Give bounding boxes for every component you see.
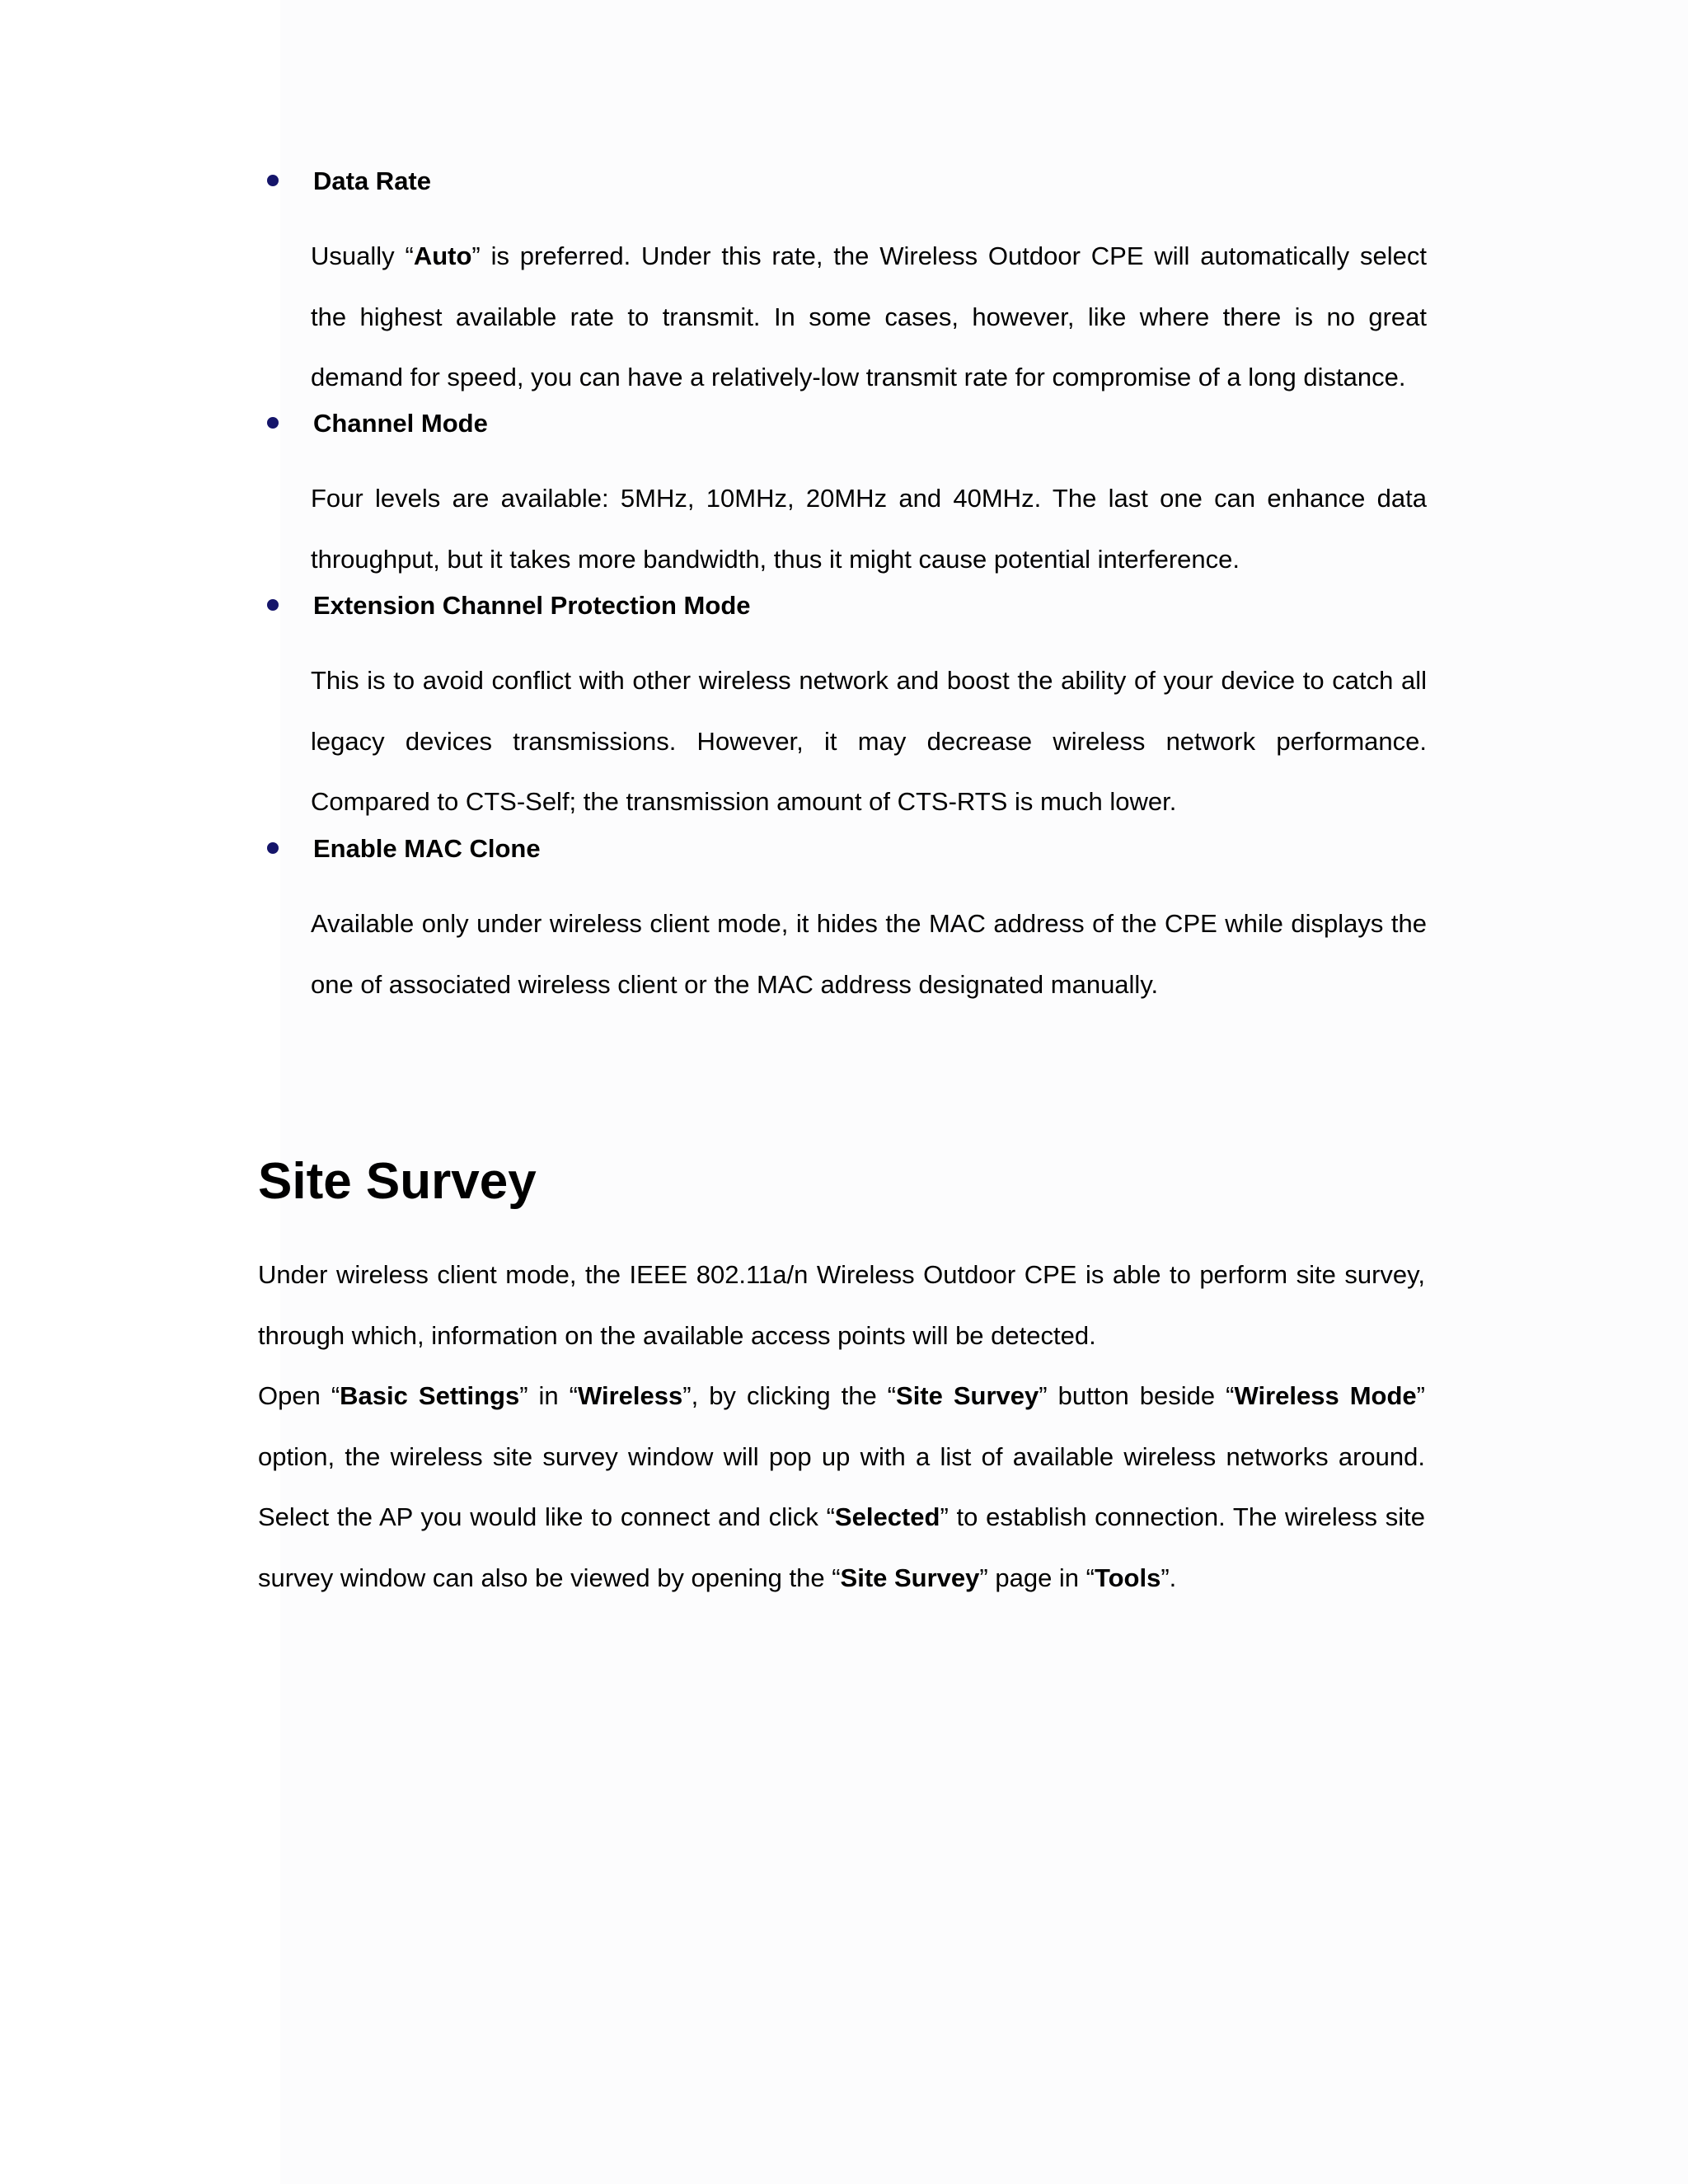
bullet-description	[311, 650, 1427, 832]
bullet-title: Channel Mode	[313, 409, 488, 438]
text-line: Four levels are available: 5MHz, 10MHz, 20MHz and 40MHz. The last one can enhance data	[311, 484, 1427, 513]
text-line: the highest available rate to transmit. In some cases, however, like where there is no great	[311, 302, 1427, 331]
text-line: through which, information on the available access points will be detected.	[258, 1320, 1096, 1350]
bullet-dot-icon	[267, 417, 279, 429]
text-line: Available only under wireless client mode, it hides the MAC address of the CPE while displays the	[311, 909, 1427, 938]
text-line: throughput, but it takes more bandwidth, thus it might cause potential interference.	[311, 544, 1240, 574]
text-line: demand for speed, you can have a relatively-low transmit rate for compromise of a long distance.	[311, 363, 1406, 391]
bold-term: Site Survey	[896, 1381, 1039, 1410]
bullet-title: Data Rate	[313, 166, 431, 195]
text-line: option, the wireless site survey window will pop up with a list of available wireless networks around.	[258, 1441, 1425, 1471]
bold-term: Tools	[1094, 1563, 1161, 1592]
bold-term: Wireless	[578, 1381, 683, 1410]
text-line: Usually “Auto” is preferred. Under this rate, the Wireless Outdoor CPE will automatically select	[311, 241, 1427, 270]
bold-term: Site Survey	[840, 1563, 980, 1592]
text-line: This is to avoid conflict with other wireless network and boost the ability of your device to catch all	[311, 666, 1427, 695]
bullet-description	[311, 468, 1427, 589]
bullet-title: Enable MAC Clone	[313, 834, 541, 863]
text-line: Under wireless client mode, the IEEE 802.11a/n Wireless Outdoor CPE is able to perform site survey,	[258, 1260, 1425, 1289]
bold-term: Selected	[834, 1502, 940, 1531]
section-paragraph	[258, 1244, 1425, 1366]
bullet-dot-icon	[267, 599, 279, 611]
bullet-dot-icon	[267, 842, 279, 854]
bullet-dot-icon	[267, 175, 279, 186]
bullet-title: Extension Channel Protection Mode	[313, 591, 751, 620]
text-line: Select the AP you would like to connect and click “Selected” to establish connection. The wireless site	[258, 1502, 1425, 1531]
section-heading: Site Survey	[258, 1153, 537, 1210]
text-line: survey window can also be viewed by opening the “Site Survey” page in “Tools”.	[258, 1563, 1177, 1592]
text-line: Open “Basic Settings” in “Wireless”, by clicking the “Site Survey” button beside “Wireless Mode”	[258, 1381, 1425, 1410]
bold-term: Basic Settings	[340, 1381, 520, 1410]
bold-term: Wireless Mode	[1234, 1381, 1417, 1410]
text-line: one of associated wireless client or the MAC address designated manually.	[311, 969, 1159, 999]
section-paragraph	[258, 1366, 1425, 1608]
bullet-description	[311, 893, 1427, 1015]
text-line: legacy devices transmissions. However, it may decrease wireless network performance.	[311, 726, 1427, 756]
bold-term: Auto	[413, 241, 472, 270]
text-line: Compared to CTS-Self; the transmission amount of CTS-RTS is much lower.	[311, 787, 1177, 816]
bullet-description	[311, 226, 1427, 408]
